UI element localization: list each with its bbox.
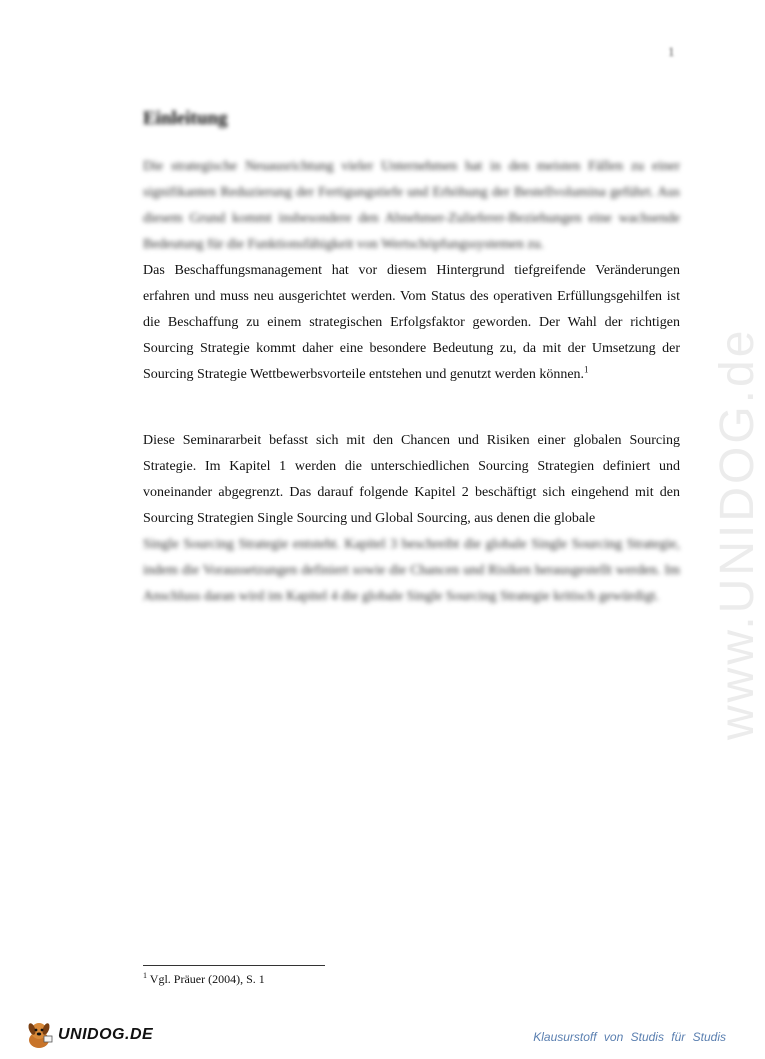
brand-name: UNIDOG.DE	[58, 1026, 154, 1043]
paragraph-intro	[143, 258, 680, 388]
watermark: www.UNIDOG.de	[711, 327, 764, 740]
footnote-number: 1	[143, 971, 147, 980]
footnote-text: Vgl. Präuer (2004), S. 1	[149, 972, 265, 986]
paragraph-intro-text: Das Beschaffungsmanagement hat vor diesem Hintergrund tiefgreifende Veränderungen erfahren und muss neu ausgerichtet werden. Vom Status des operativen Erfüllungsgehilfen ist die Beschaffung zu einem strategischen Erfolgsfaktor geworden. Der Wahl der richtigen Sourcing Strategie kommt daher eine besondere Bedeutung zu, da mit der Umsetzung der Sourcing Strategie Wettbewerbsvorteile entstehen und genutzt werden können.	[143, 263, 680, 382]
paragraph-overview: Diese Seminararbeit befasst sich mit den Chancen und Risiken einer globalen Sourcing Strategie. Im Kapitel 1 werden die unterschiedlichen Sourcing Strategien definiert und voneinander abgegrenzt. Das darauf folgende Kapitel 2 beschäftigt sich eingehend mit den Sourcing Strategien Single Sourcing und Global Sourcing, aus denen die globale	[143, 433, 680, 526]
page-number: 1	[668, 44, 675, 59]
paragraph-intro-blurred: Die strategische Neuausrichtung vieler Unternehmen hat in den meisten Fällen zu einer signifikanten Reduzierung der Fertigungstiefe und Erhöhung der Bestellvolumina geführt. Aus diesem Grund kommt insbesondere den Abnehmer-Zulieferer-Beziehungen eine wachsende Bedeutung für die Funktionsfähigkeit von Wertschöpfungssystemen zu.	[143, 159, 680, 252]
footer-tagline: Klausurstoff von Studis für Studis	[533, 1030, 726, 1044]
footnote-divider	[143, 965, 325, 966]
footnote	[143, 972, 265, 987]
footnote-reference: 1	[584, 364, 589, 375]
unidog-logo[interactable]	[22, 1018, 153, 1052]
dog-mascot-icon	[22, 1018, 56, 1052]
section-heading: Einleitung	[143, 108, 228, 129]
paragraph-overview-blurred: Single Sourcing Strategie entsteht. Kapitel 3 beschreibt die globale Single Sourcing Strategie, indem die Voraussetzungen definiert sowie die Chancen und Risiken herausgestellt werden. Im Anschluss daran wird im Kapitel 4 die globale Single Sourcing Strategie kritisch gewürdigt.	[143, 537, 680, 604]
